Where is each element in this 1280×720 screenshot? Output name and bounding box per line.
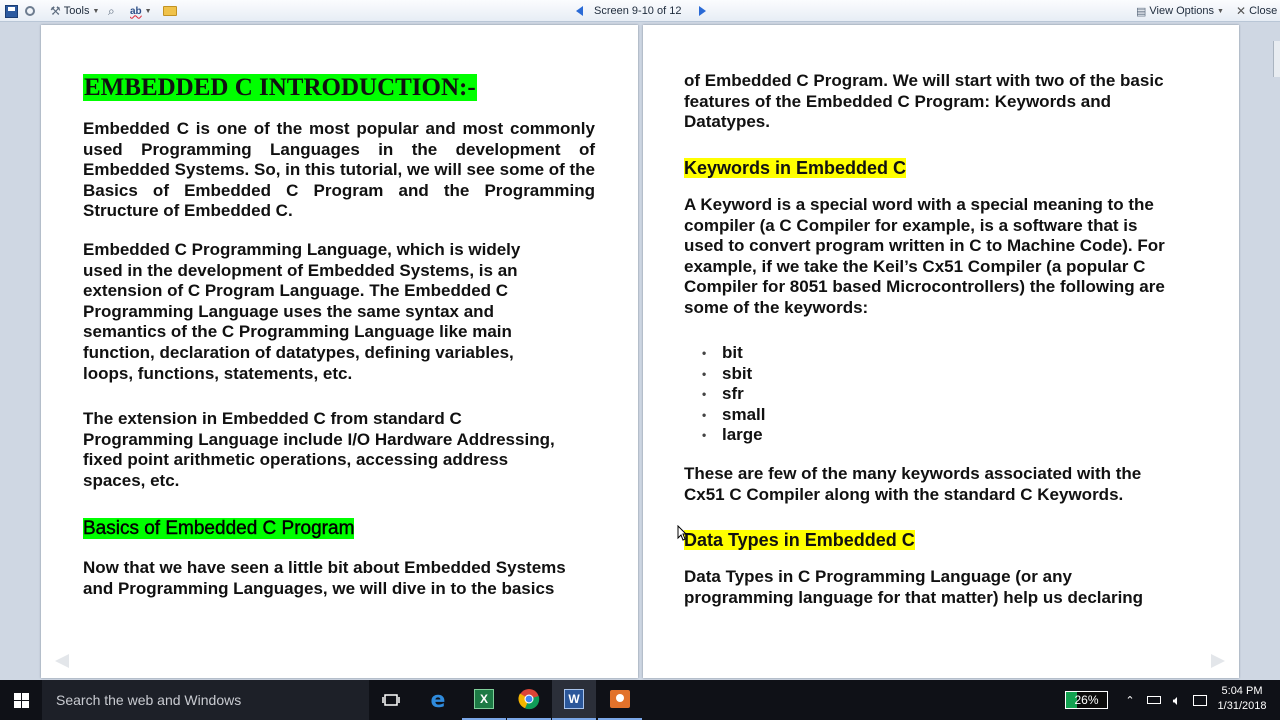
show-hidden-icons-button[interactable] xyxy=(1120,680,1140,720)
taskbar-word[interactable] xyxy=(552,680,596,720)
spelling-button[interactable] xyxy=(130,0,152,22)
background-window-edge xyxy=(1241,23,1280,680)
paragraph-keywords-after xyxy=(684,464,1214,505)
right-page xyxy=(643,25,1239,678)
volume-icon: 🔈︎ xyxy=(1172,691,1182,708)
excel-icon: X xyxy=(474,689,494,709)
tools-label: Tools xyxy=(63,5,90,17)
intro-paragraph: Embedded C is one of the most popular and most commonly used Programming Languages in the development of Embedded Systems. So, in this tutorial, we will see some of the Basics of Embedded C Program and the Programming Structure of Embedded C. xyxy=(83,119,596,221)
text-line: spaces, etc. xyxy=(83,470,180,490)
text-line: Compiler for 8051 based Microcontrollers) the following are xyxy=(684,277,1165,297)
text-line: Programming Language uses the same syntax and xyxy=(83,301,494,321)
text-line: compiler (a C Compiler for example, is a software that is xyxy=(684,215,1138,235)
reading-area xyxy=(0,23,1280,680)
heading-datatypes-text: Data Types in Embedded C xyxy=(684,530,915,550)
text-line: features of the Embedded C Program: Keywords and xyxy=(684,91,1111,111)
reading-mode-toolbar xyxy=(0,0,1280,22)
action-center-button[interactable] xyxy=(1189,680,1211,720)
taskbar-edge[interactable] xyxy=(416,680,460,720)
close-button[interactable] xyxy=(1236,0,1277,22)
text-line: semantics of the C Programming Language like main xyxy=(83,322,512,342)
paragraph-embedded-c-language xyxy=(83,240,603,384)
heading-keywords-text: Keywords in Embedded C xyxy=(684,158,907,178)
list-item: • small xyxy=(684,405,765,426)
chevron-down-icon: ▼ xyxy=(1217,7,1224,15)
text-line: used in the development of Embedded Systems, is an xyxy=(83,260,518,280)
folder-button[interactable] xyxy=(163,0,177,22)
keywords-list xyxy=(684,343,765,446)
close-icon: ✕ xyxy=(1236,4,1247,18)
taskbar-chrome[interactable] xyxy=(507,680,551,720)
text-line: programming language for that matter) help us declaring xyxy=(684,587,1144,607)
presentation-icon xyxy=(610,690,630,708)
taskbar-presentation-app[interactable] xyxy=(598,680,642,720)
task-view-button[interactable] xyxy=(370,680,412,720)
battery-indicator[interactable] xyxy=(1065,691,1108,709)
text-line: of Embedded C Program. We will start with two of the basic xyxy=(684,71,1164,90)
next-page-arrow-icon[interactable] xyxy=(1211,654,1225,668)
find-button[interactable] xyxy=(25,0,35,22)
view-options-label: View Options xyxy=(1149,5,1215,17)
taskbar-search-box[interactable]: Search the web and Windows xyxy=(42,680,369,720)
text-line: some of the keywords: xyxy=(684,297,869,317)
chevron-down-icon: ▼ xyxy=(92,7,100,15)
taskbar-excel[interactable] xyxy=(462,680,506,720)
power-button[interactable] xyxy=(1143,680,1165,720)
text-cursor-icon xyxy=(677,525,687,541)
research-button[interactable] xyxy=(108,0,115,22)
save-icon xyxy=(5,5,18,18)
windows-taskbar xyxy=(0,680,1280,720)
text-line: fixed point arithmetic operations, accessing address xyxy=(83,450,509,470)
volume-button[interactable] xyxy=(1166,680,1188,720)
word-icon: W xyxy=(564,689,584,709)
next-screen-button[interactable] xyxy=(699,0,706,22)
screen-indicator: Screen 9-10 of 12 xyxy=(594,5,682,17)
next-screen-icon xyxy=(699,6,706,16)
text-line: Now that we have seen a little bit about Embedded Systems xyxy=(83,558,566,577)
text-line: The extension in Embedded C from standard C xyxy=(83,409,462,428)
paragraph-keywords xyxy=(684,195,1219,319)
heading-basics-text: Basics of Embedded C Program xyxy=(83,518,355,539)
title-text: EMBEDDED C INTRODUCTION:- xyxy=(84,74,476,101)
previous-screen-button[interactable] xyxy=(576,0,583,22)
previous-screen-icon xyxy=(576,6,583,16)
paragraph-continuation xyxy=(684,71,1214,133)
text-line: function, declaration of datatypes, defining variables, xyxy=(83,342,514,362)
text-line: Datatypes. xyxy=(684,112,770,132)
text-line: used to convert program written in C to Machine Code). For xyxy=(684,236,1165,256)
taskbar-clock[interactable] xyxy=(1215,684,1269,714)
text-line: Embedded C Programming Language, which is widely xyxy=(83,240,521,259)
folder-icon xyxy=(163,6,177,16)
text-line: example, if we take the Keil’s Cx51 Compiler (a popular C xyxy=(684,256,1146,276)
paragraph-basics xyxy=(83,558,613,599)
text-line: These are few of the many keywords associated with the xyxy=(684,464,1142,483)
chevron-up-icon: ⌃ xyxy=(1125,694,1135,707)
save-button[interactable] xyxy=(5,0,18,22)
text-line: Cx51 C Compiler along with the standard C Keywords. xyxy=(684,484,1124,504)
spelling-icon: ab xyxy=(130,5,142,17)
view-options-icon: ▤ xyxy=(1136,5,1147,18)
text-line: Data Types in C Programming Language (or any xyxy=(684,567,1072,586)
paragraph-datatypes xyxy=(684,567,1214,608)
list-item: • sbit xyxy=(684,364,765,385)
heading-basics xyxy=(83,517,354,541)
action-center-icon xyxy=(1193,695,1207,706)
paragraph-extension xyxy=(83,409,603,491)
find-icon xyxy=(25,6,35,16)
task-view-icon xyxy=(382,693,400,707)
list-item: • bit xyxy=(684,343,765,364)
scrollbar[interactable] xyxy=(1273,41,1280,77)
text-line: extension of C Program Language. The Embedded C xyxy=(83,281,509,301)
close-label: Close xyxy=(1249,5,1278,17)
tools-menu[interactable] xyxy=(50,0,99,22)
battery-percent: 26% xyxy=(1074,693,1099,707)
clock-date: 1/31/2018 xyxy=(1217,700,1267,712)
previous-page-arrow-icon[interactable] xyxy=(55,654,69,668)
tools-icon: ⚒ xyxy=(50,4,61,18)
chrome-icon xyxy=(518,688,540,710)
windows-start-icon xyxy=(14,693,29,708)
start-button[interactable] xyxy=(0,680,42,720)
text-line: Programming Language include I/O Hardware Addressing, xyxy=(83,429,555,449)
document-title xyxy=(83,73,477,103)
edge-icon: e xyxy=(430,687,446,713)
power-plug-icon xyxy=(1147,696,1161,704)
list-item: • large xyxy=(684,425,765,446)
heading-datatypes xyxy=(684,529,915,552)
left-page xyxy=(41,25,638,678)
text-line: loops, functions, statements, etc. xyxy=(83,363,353,383)
view-options-menu[interactable] xyxy=(1136,0,1224,22)
text-line: and Programming Languages, we will dive in to the basics xyxy=(83,578,555,598)
research-icon: ⌕ xyxy=(108,3,115,18)
heading-keywords xyxy=(684,157,906,180)
chevron-down-icon: ▼ xyxy=(144,7,152,15)
list-item: • sfr xyxy=(684,384,765,405)
clock-time: 5:04 PM xyxy=(1221,685,1263,697)
text-line: A Keyword is a special word with a special meaning to the xyxy=(684,195,1154,214)
